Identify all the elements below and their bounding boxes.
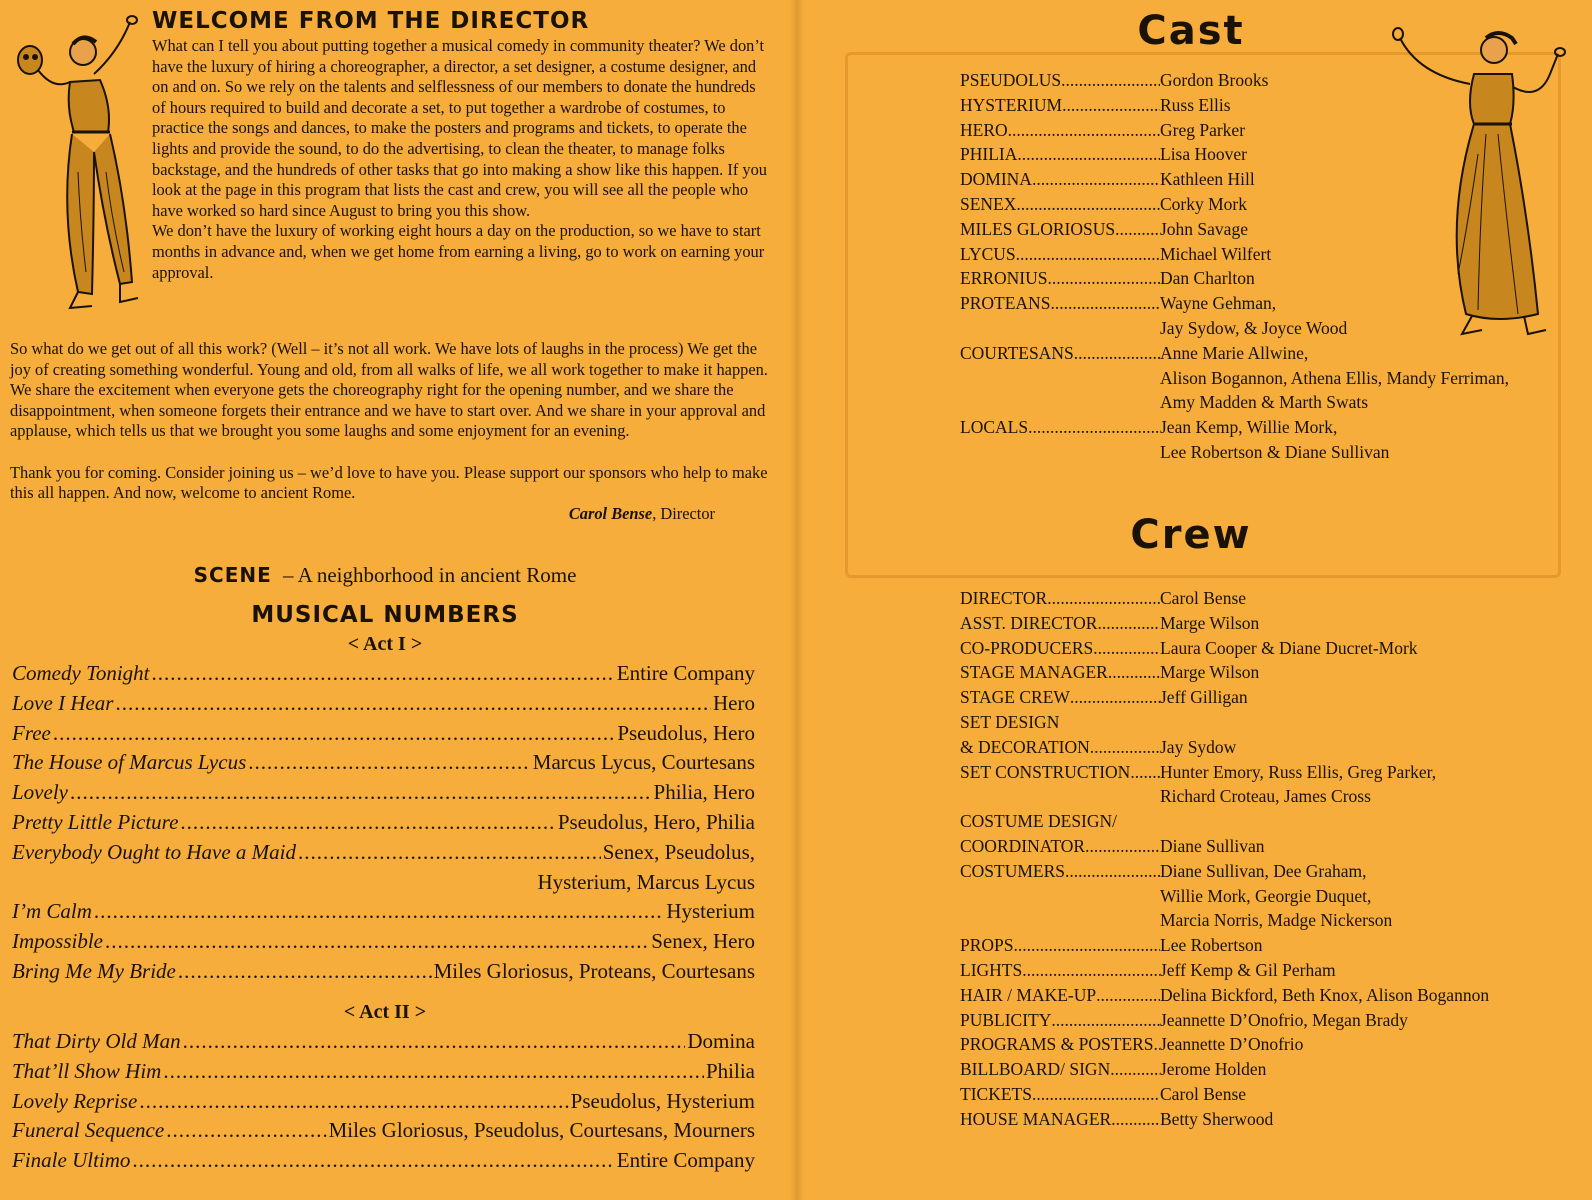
leader-dots <box>1074 341 1160 366</box>
roster-name: Lee Robertson & Diane Sullivan <box>1160 441 1390 462</box>
song-row <box>12 659 755 689</box>
roster-role-cell <box>960 784 1160 809</box>
signature-role: , Director <box>652 503 715 523</box>
roster-role-cell <box>960 884 1160 909</box>
song-row <box>12 719 755 749</box>
roster-row <box>960 660 1580 685</box>
leader-dots <box>105 927 649 957</box>
song-row <box>12 1087 755 1117</box>
roster-role: HERO <box>960 119 1008 140</box>
leader-dots <box>139 1087 568 1117</box>
roster-row <box>960 884 1580 909</box>
roster-name: Lisa Hoover <box>1160 144 1247 165</box>
roster-role: BILLBOARD/ SIGN <box>960 1059 1111 1080</box>
roster-row <box>960 217 1580 242</box>
leader-dots <box>1048 266 1160 291</box>
leader-dots <box>1016 192 1160 217</box>
roster-row <box>960 1032 1580 1057</box>
roster-row <box>960 316 1580 341</box>
welcome-paragraph-3: So what do we get out of all this work? (Well – it’s not all work. We have lots of laughs in the process) We get the joy of creating something wonderful. Young and old, from all walks of life, we all work together to make it happen. We share the excitement when everyone gets the choreography right for the opening number, and we share the disappointment, when someone forgets their entrance and we have to start over. And we share in your approval and applause, which tells us that we brought you some laughs and some enjoyment for an evening. <box>10 339 768 441</box>
roster-name: Marge Wilson <box>1160 612 1260 633</box>
roster-row <box>960 242 1580 267</box>
leader-dots <box>94 897 664 927</box>
song-row <box>12 808 755 838</box>
roster-role: TICKETS <box>960 1083 1032 1104</box>
roster-role-cell <box>960 366 1160 391</box>
roster-role: HAIR / MAKE-UP <box>960 984 1097 1005</box>
roster-name: Alison Bogannon, Athena Ellis, Mandy Ferriman, <box>1160 367 1509 388</box>
roster-role: PROPS <box>960 935 1014 956</box>
roster-row <box>960 735 1580 760</box>
crew-roster <box>960 586 1580 1132</box>
roster-name: Carol Bense <box>1160 588 1247 608</box>
leader-dots <box>178 957 432 987</box>
song-row <box>12 689 755 719</box>
song-performers: Hero <box>713 690 755 715</box>
roster-role-cell <box>960 710 1160 735</box>
roster-name: Jeannette D’Onofrio <box>1160 1034 1304 1055</box>
roster-row <box>960 142 1580 167</box>
roster-row <box>960 415 1580 440</box>
leader-dots <box>1062 93 1160 118</box>
song-performers: Miles Gloriosus, Pseudolus, Courtesans, Mourners <box>328 1118 755 1143</box>
act2-song-list <box>12 1027 755 1176</box>
roster-name: Wayne Gehman, <box>1160 293 1277 314</box>
leader-dots <box>1093 636 1160 661</box>
roster-role-cell <box>960 93 1160 118</box>
roster-row <box>960 341 1580 366</box>
song-performers: Domina <box>687 1029 755 1053</box>
leader-dots <box>1097 611 1160 636</box>
roster-role-cell <box>960 192 1160 217</box>
roster-role: COORDINATOR <box>960 835 1086 856</box>
leader-dots <box>1111 1107 1160 1132</box>
scene-label: SCENE <box>193 563 272 587</box>
right-page <box>790 0 1592 1200</box>
roster-role: PUBLICITY <box>960 1009 1052 1030</box>
roster-role-cell <box>960 415 1160 440</box>
roster-name: Hunter Emory, Russ Ellis, Greg Parker, <box>1160 761 1437 782</box>
roster-row <box>960 266 1580 291</box>
act2-label: < Act II > <box>343 1001 427 1023</box>
roster-role: STAGE MANAGER <box>960 662 1108 683</box>
roster-role-cell <box>960 142 1160 167</box>
song-title: That’ll Show Him <box>12 1058 162 1083</box>
welcome-continued <box>10 339 775 524</box>
song-row <box>12 838 755 868</box>
welcome-title: WELCOME FROM THE DIRECTOR <box>152 8 590 34</box>
roster-row <box>960 859 1580 884</box>
roster-role-cell <box>960 933 1160 958</box>
roster-name: Jeff Gilligan <box>1160 687 1248 708</box>
song-title: Lovely Reprise <box>12 1088 138 1113</box>
roster-role-cell <box>960 859 1160 884</box>
roster-role-cell <box>960 217 1160 242</box>
roster-name: Diane Sullivan, Dee Graham, <box>1160 860 1367 881</box>
musical-numbers-title: MUSICAL NUMBERS <box>251 602 519 628</box>
leader-dots <box>180 808 555 838</box>
roster-row <box>960 685 1580 710</box>
roster-role-cell <box>960 983 1160 1008</box>
song-title: I’m Calm <box>12 899 92 924</box>
song-performers: Miles Gloriosus, Proteans, Courtesans <box>433 958 755 983</box>
roster-role-cell <box>960 834 1160 859</box>
leader-dots <box>960 440 1160 465</box>
leader-dots <box>1085 834 1160 859</box>
roster-role: SET CONSTRUCTION <box>960 761 1131 782</box>
leader-dots <box>1014 933 1160 958</box>
roster-role: LYCUS <box>960 243 1016 264</box>
roster-role-cell <box>960 291 1160 316</box>
roster-row <box>960 440 1580 465</box>
leader-dots <box>151 659 614 689</box>
roster-role: CO-PRODUCERS <box>960 637 1094 658</box>
roster-name: John Savage <box>1160 218 1248 239</box>
roster-row <box>960 1082 1580 1107</box>
roster-role-cell <box>960 68 1160 93</box>
song-performers: Philia <box>705 1058 755 1083</box>
song-performers: Senex, Hero <box>651 929 755 954</box>
song-title: The House of Marcus Lycus <box>12 750 247 775</box>
song-performers: Philia, Hero <box>653 780 755 805</box>
roster-name: Lee Robertson <box>1160 935 1263 956</box>
roster-role: COSTUMERS <box>960 860 1066 881</box>
roman-woman-with-mask-figure <box>8 12 148 324</box>
song-title: Love I Hear <box>12 690 114 715</box>
leader-dots <box>960 908 1160 933</box>
song-row <box>12 897 755 927</box>
leader-dots <box>1117 809 1160 834</box>
roster-role-cell <box>960 1107 1160 1132</box>
song-performers: Entire Company <box>616 1148 755 1173</box>
roster-role-cell <box>960 440 1160 465</box>
roster-role-cell <box>960 316 1160 341</box>
roster-row <box>960 1008 1580 1033</box>
roster-row <box>960 291 1580 316</box>
song-title: Funeral Sequence <box>12 1118 165 1143</box>
leader-dots <box>1050 291 1160 316</box>
leader-dots <box>1070 685 1160 710</box>
roster-name: Dan Charlton <box>1160 268 1255 289</box>
roster-row <box>960 68 1580 93</box>
roster-role: STAGE CREW <box>960 687 1070 708</box>
roster-row <box>960 93 1580 118</box>
roster-role-cell <box>960 390 1160 415</box>
roster-role: PROTEANS <box>960 293 1051 314</box>
song-title: Comedy Tonight <box>12 661 150 685</box>
roster-row <box>960 760 1580 785</box>
roster-row <box>960 784 1580 809</box>
roster-name: Gordon Brooks <box>1160 70 1269 90</box>
roster-name: Willie Mork, Georgie Duquet, <box>1160 885 1372 906</box>
song-title: Lovely <box>12 780 68 805</box>
leader-dots <box>1016 242 1160 267</box>
roster-role: COURTESANS <box>960 342 1074 363</box>
roster-role-cell <box>960 341 1160 366</box>
roster-row <box>960 636 1580 661</box>
leader-dots <box>248 748 531 778</box>
song-row <box>12 1116 755 1146</box>
song-row <box>12 778 755 808</box>
roster-row <box>960 1057 1580 1082</box>
roster-role: SET DESIGN <box>960 711 1060 732</box>
roster-name: Jeff Kemp & Gil Perham <box>1160 959 1336 980</box>
song-performers: Pseudolus, Hero, Philia <box>557 809 755 834</box>
act1-song-list <box>12 659 755 987</box>
song-performers-continued: Hysterium, Marcus Lycus <box>537 869 755 894</box>
song-performers: Pseudolus, Hysterium <box>570 1088 755 1113</box>
roster-role-cell <box>960 636 1160 661</box>
roster-role-cell <box>960 958 1160 983</box>
leader-dots <box>960 316 1160 341</box>
roster-role-cell <box>960 1082 1160 1107</box>
roster-role: MILES GLORIOSUS <box>960 218 1116 239</box>
leader-dots <box>183 1027 686 1057</box>
roster-name: Betty Sherwood <box>1160 1108 1274 1129</box>
leader-dots <box>960 366 1160 391</box>
leader-dots <box>960 884 1160 909</box>
leader-dots <box>1017 142 1160 167</box>
roster-name: Greg Parker <box>1160 119 1246 140</box>
leader-dots <box>298 838 601 868</box>
roster-row <box>960 390 1580 415</box>
roster-name: Delina Bickford, Beth Knox, Alison Bogannon <box>1160 984 1490 1005</box>
roster-role: PHILIA <box>960 144 1018 165</box>
roster-name: Amy Madden & Marth Swats <box>1160 392 1369 413</box>
song-performers: Hysterium <box>666 899 755 924</box>
roster-role-cell <box>960 809 1160 834</box>
song-title: Finale Ultimo <box>12 1148 131 1173</box>
roster-role-cell <box>960 242 1160 267</box>
roster-row <box>960 1107 1580 1132</box>
song-row <box>12 927 755 957</box>
roster-row <box>960 192 1580 217</box>
leader-dots <box>53 719 615 749</box>
roster-role: ASST. DIRECTOR <box>960 612 1098 633</box>
roster-role-cell <box>960 586 1160 611</box>
roster-name: Corky Mork <box>1160 193 1248 214</box>
roster-role: LOCALS <box>960 417 1029 438</box>
roster-row <box>960 933 1580 958</box>
leader-dots <box>1096 983 1160 1008</box>
roster-name: Jerome Holden <box>1160 1059 1267 1080</box>
leader-dots <box>1028 415 1160 440</box>
leader-dots <box>1032 167 1160 192</box>
roster-role: COSTUME DESIGN/ <box>960 811 1118 832</box>
roster-role-cell <box>960 1008 1160 1033</box>
song-title: Pretty Little Picture <box>12 809 179 834</box>
roster-role: DOMINA <box>960 169 1032 190</box>
roster-name: Jay Sydow <box>1160 736 1237 757</box>
scene-line <box>0 563 770 588</box>
act1-label: < Act I > <box>347 633 423 655</box>
roster-role: ERRONIUS <box>960 268 1048 289</box>
leader-dots <box>960 784 1160 809</box>
roster-name: Kathleen Hill <box>1160 169 1255 190</box>
leader-dots <box>1008 118 1160 143</box>
roster-role-cell <box>960 611 1160 636</box>
cast-title: Cast <box>1137 8 1245 54</box>
leader-dots <box>1130 760 1160 785</box>
leader-dots <box>1051 1008 1160 1033</box>
song-title: Free <box>12 720 51 745</box>
roster-row <box>960 809 1580 834</box>
song-performers: Senex, Pseudolus, <box>602 839 755 864</box>
crew-title: Crew <box>1130 512 1252 558</box>
song-row <box>12 1027 755 1057</box>
leader-dots <box>1061 68 1160 93</box>
roster-row <box>960 908 1580 933</box>
song-row <box>12 1146 755 1176</box>
roster-role-cell <box>960 167 1160 192</box>
roster-name: Jeannette D’Onofrio, Megan Brady <box>1160 1009 1408 1030</box>
roster-role: SENEX <box>960 193 1017 214</box>
left-page <box>0 0 790 1200</box>
leader-dots <box>1065 859 1160 884</box>
song-performers: Marcus Lycus, Courtesans <box>532 750 755 775</box>
roster-role-cell <box>960 908 1160 933</box>
roster-name: Marge Wilson <box>1160 662 1260 683</box>
leader-dots <box>1022 958 1160 983</box>
roster-role: & DECORATION <box>960 736 1090 757</box>
roster-row <box>960 167 1580 192</box>
song-row <box>12 957 755 987</box>
roster-role-cell <box>960 1032 1160 1057</box>
song-performers: Pseudolus, Hero <box>617 720 755 745</box>
roster-role: DIRECTOR <box>960 588 1048 608</box>
director-signature <box>10 504 775 525</box>
roster-role-cell <box>960 735 1160 760</box>
leader-dots <box>132 1146 614 1176</box>
roster-row <box>960 118 1580 143</box>
roster-row <box>960 710 1580 735</box>
roster-role-cell <box>960 266 1160 291</box>
leader-dots <box>1108 660 1160 685</box>
welcome-paragraph-2: We don’t have the luxury of working eight hours a day on the production, so we have to start months in advance and, when we get home from earning a living, go to work on earning your approval. <box>152 221 765 282</box>
leader-dots <box>1090 735 1160 760</box>
roster-name: Jean Kemp, Willie Mork, <box>1160 417 1338 438</box>
roster-row <box>960 834 1580 859</box>
roster-name: Diane Sullivan <box>1160 835 1265 856</box>
leader-dots <box>163 1057 704 1087</box>
roster-row <box>960 983 1580 1008</box>
roster-role-cell <box>960 118 1160 143</box>
roster-role: LIGHTS <box>960 959 1023 980</box>
roster-name: Carol Bense <box>1160 1083 1247 1104</box>
welcome-paragraph-4: Thank you for coming. Consider joining us – we’d love to have you. Please support our sponsors who help to make this all happen. And now, welcome to ancient Rome. <box>10 462 768 503</box>
song-title: That Dirty Old Man <box>12 1029 181 1053</box>
roster-role-cell <box>960 685 1160 710</box>
leader-dots <box>1115 217 1160 242</box>
welcome-paragraph-1: What can I tell you about putting together a musical comedy in community theater? We don’t have the luxury of hiring a choreographer, a director, a set designer, a costume designer, and on and on. So we rely on the talents and selflessness of our members to donate the hundreds of hours required to build and decorate a set, to put together a wardrobe of costumes, to practice the songs and dances, to make the posters and programs and tickets, to operate the lights and provide the sound, to do the advertising, to clean the theater, to manage folks backstage, and the hundreds of other tasks that go into making a show like this happen. If you look at the page in this program that lists the cast and crew, you will see all the people who have worked so hard since August to bring you this show. <box>152 36 767 220</box>
song-row <box>12 748 755 778</box>
leader-dots <box>1110 1057 1160 1082</box>
roster-row <box>960 958 1580 983</box>
leader-dots <box>70 778 652 808</box>
roster-name: Michael Wilfert <box>1160 243 1272 264</box>
leader-dots <box>960 390 1160 415</box>
leader-dots <box>115 689 711 719</box>
roster-role: PROGRAMS & POSTERS <box>960 1034 1154 1055</box>
roster-name: Russ Ellis <box>1160 94 1231 115</box>
scene-text: – A neighborhood in ancient Rome <box>283 563 577 587</box>
leader-dots <box>1059 710 1160 735</box>
cast-roster <box>960 68 1580 465</box>
roster-role-cell <box>960 1057 1160 1082</box>
roster-row <box>960 366 1580 391</box>
song-title: Bring Me My Bride <box>12 958 176 983</box>
roster-row <box>960 611 1580 636</box>
song-title: Everybody Ought to Have a Maid <box>12 839 297 864</box>
song-performers: Entire Company <box>616 661 755 685</box>
roster-role: PSEUDOLUS <box>960 70 1062 90</box>
roster-role: HOUSE MANAGER <box>960 1108 1112 1129</box>
roster-name: Anne Marie Allwine, <box>1160 342 1309 363</box>
leader-dots <box>1032 1082 1160 1107</box>
leader-dots <box>166 1116 326 1146</box>
roster-name: Laura Cooper & Diane Ducret-Mork <box>1160 637 1418 658</box>
roster-role-cell <box>960 660 1160 685</box>
signature-name: Carol Bense <box>568 503 653 523</box>
song-title: Impossible <box>12 929 103 954</box>
roster-name: Richard Croteau, James Cross <box>1160 786 1371 807</box>
roster-name: Jay Sydow, & Joyce Wood <box>1160 317 1348 338</box>
roster-role-cell <box>960 760 1160 785</box>
roster-role: HYSTERIUM <box>960 94 1063 115</box>
roster-name: Marcia Norris, Madge Nickerson <box>1160 910 1393 931</box>
roster-row <box>960 586 1580 611</box>
leader-dots <box>1047 586 1160 611</box>
welcome-intro <box>152 36 767 283</box>
song-row <box>12 1057 755 1087</box>
